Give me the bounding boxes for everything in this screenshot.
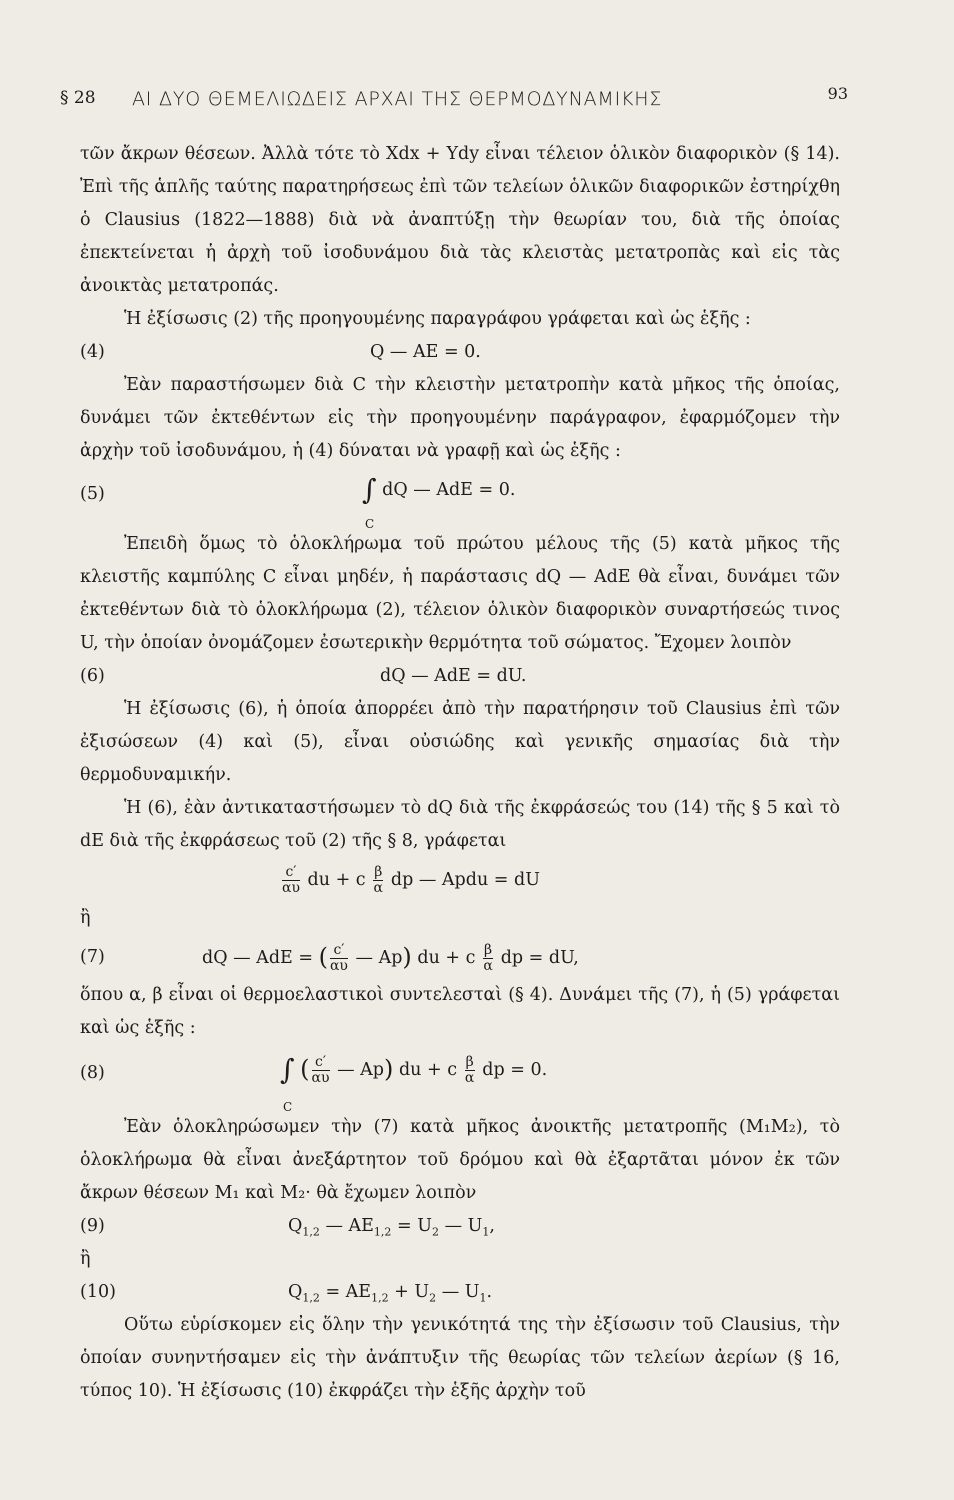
paragraph-6: Ἡ (6), ἐὰν ἀντικαταστήσωμεν τὸ dQ διὰ τῆς ἐκφράσεώς του (14) τῆς § 5 καὶ τὸ dE διὰ τῆς ἐκφράσεως τοῦ (2) τῆς § 8, γράφεται (80, 798, 840, 851)
equation-label: (6) (80, 666, 105, 686)
equation-label: (7) (80, 947, 105, 967)
equation-label: (5) (80, 484, 105, 504)
contour-label: C (365, 517, 375, 531)
paragraph-5: Ἡ ἐξίσωσις (6), ἡ ὁποία ἀπορρέει ἀπὸ τὴν παρατήρησιν τοῦ Clausius ἐπὶ τῶν ἐξισώσεων (4) καὶ (5), εἶναι οὐσιώδης καὶ γενικῆς σημασίας διὰ τὴν θερμοδυναμικήν. (80, 699, 840, 785)
equation-5 (80, 468, 840, 531)
equation-expression: Q — AE = 0. (370, 342, 481, 362)
chapter-title: ΑΙ ΔΥΟ ΘΕΜΕΛΙΩΔΕΙΣ ΑΡΧΑΙ ΤΗΣ ΘΕΡΜΟΔΥΝΑΜΙΚΗΣ (132, 88, 663, 110)
equation-9: (9) $Q_{1,2}$ — $AE_{1,2} = U_2$ — $U_1$, (80, 1210, 840, 1243)
equation-expression: dQ — AdE = dU. (380, 666, 527, 686)
paragraph-1: τῶν ἄκρων θέσεων. Ἀλλὰ τότε τὸ Xdx + Ydy εἶναι τέλειον ὁλικὸν διαφορικὸν (§ 14). Ἐπὶ τῆς ἁπλῆς ταύτης παρατηρήσεως ἐπὶ τῶν τελείων ὁλικῶν διαφορικῶν ἐστηρίχθη ὁ Clausius (1822—1888) διὰ νὰ ἀναπτύξῃ τὴν θεωρίαν του, διὰ τῆς ὁποίας ἐπεκτείνεται ἡ ἀρχὴ τοῦ ἰσοδυνάμου διὰ τὰς κλειστὰς μετατροπὰς καὶ εἰς τὰς ἀνοικτὰς μετατροπάς. (80, 144, 840, 296)
equation-label: (4) (80, 342, 105, 362)
integral-sign: ∫ (280, 1053, 295, 1086)
conjunction-eta: ἢ (80, 1249, 91, 1269)
fraction: $\frac{\beta}{\alpha}$ (483, 942, 493, 974)
equation-label: (9) (80, 1216, 105, 1236)
fraction: $\frac{c'}{\alpha\upsilon}$ (311, 1054, 330, 1086)
equation-label: (10) (80, 1282, 116, 1302)
paragraph-4: Ἐπειδὴ ὅμως τὸ ὁλοκλήρωμα τοῦ πρώτου μέλους τῆς (5) κατὰ μῆκος τῆς κλειστῆς καμπύλης C εἶναι μηδέν, ἡ παράστασις dQ — AdE θὰ εἶναι, δυνάμει τῶν ἐκτεθέντων διὰ τὸ ὁλοκλήρωμα (2), τέλειον ὁλικὸν διαφορικὸν συναρτήσεώς τινος U, τὴν ὁποίαν ὀνομάζομεν ἐσωτερικὴν θερμότητα τοῦ σώματος. Ἔχομεν λοιπὸν (80, 534, 840, 653)
equation-7: (7) dQ — AdE = ( $\frac{c'}{\alpha\upsilon}$ — Ap) du + c $\frac{\beta}{\alpha}$ dp = dU, (80, 942, 579, 974)
fraction: $\frac{\beta}{\alpha}$ (464, 1054, 475, 1086)
fraction: $\frac{c'}{\alpha\upsilon}$ (282, 864, 300, 896)
paragraph-8: Ἐὰν ὁλοκληρώσωμεν τὴν (7) κατὰ μῆκος ἀνοικτῆς μετατροπῆς (M₁M₂), τὸ ὁλοκλήρωμα θὰ εἶναι ἀνεξάρτητον τοῦ δρόμου καὶ θὰ ἐξαρτᾶται μόνον ἐκ τῶν ἄκρων θέσεων M₁ καὶ M₂· θὰ ἔχωμεν λοιπὸν (80, 1117, 840, 1203)
page-number: 93 (827, 84, 848, 103)
paragraph-9: Οὕτω εὑρίσκομεν εἰς ὅλην τὴν γενικότητά της τὴν ἐξίσωσιν τοῦ Clausius, τὴν ὁποίαν συνηντήσαμεν εἰς τὴν ἀνάπτυξιν τῆς θεωρίας τῶν τελείων ἀερίων (§ 16, τύπος 10). Ἡ ἐξίσωσις (10) ἐκφράζει τὴν ἑξῆς ἀρχὴν τοῦ (80, 1315, 840, 1401)
page-body (80, 138, 840, 1408)
integral-sign: ∫ (362, 473, 377, 506)
paragraph-7: ὅπου α, β εἶναι οἱ θερμοελαστικοὶ συντελεσταὶ (§ 4). Δυνάμει τῆς (7), ἡ (5) γράφεται καὶ ὡς ἑξῆς : (80, 985, 840, 1038)
equation-expression: dQ — AdE = 0. (382, 480, 516, 500)
contour-label: C (283, 1100, 293, 1114)
paragraph-3: Ἐὰν παραστήσωμεν διὰ C τὴν κλειστὴν μετατροπὴν κατὰ μῆκος τῆς ὁποίας, δυνάμει τῶν ἐκτεθέντων εἰς τὴν προηγουμένην παράγραφον, ἐφαρμόζομεν τὴν ἀρχὴν τοῦ ἰσοδυνάμου, ἡ (4) δύναται νὰ γραφῇ καὶ ὡς ἑξῆς : (80, 375, 840, 461)
equation-4 (80, 336, 840, 369)
conjunction-eta: ἢ (80, 908, 91, 928)
equation-6 (80, 660, 840, 693)
equation-10: (10) $Q_{1,2} = AE_{1,2} + U_2$ — $U_1$. (80, 1276, 840, 1309)
section-number: § 28 (60, 88, 96, 108)
fraction: $\frac{c'}{\alpha\upsilon}$ (329, 942, 348, 974)
fraction: $\frac{\beta}{\alpha}$ (373, 864, 383, 896)
equation-label: (8) (80, 1063, 105, 1083)
equation-unnumbered: $\frac{c'}{\alpha\upsilon}$ du + c $\frac{\beta}{\alpha}$ dp — Apdu = dU (282, 864, 540, 896)
paragraph-2: Ἡ ἐξίσωσις (2) τῆς προηγουμένης παραγράφου γράφεται καὶ ὡς ἑξῆς : (124, 309, 751, 329)
running-header (60, 84, 848, 118)
equation-8: (8) ∫ ( $\frac{c'}{\alpha\upsilon}$ — Ap) du + c $\frac{\beta}{\alpha}$ dp = 0. C (80, 1045, 840, 1111)
